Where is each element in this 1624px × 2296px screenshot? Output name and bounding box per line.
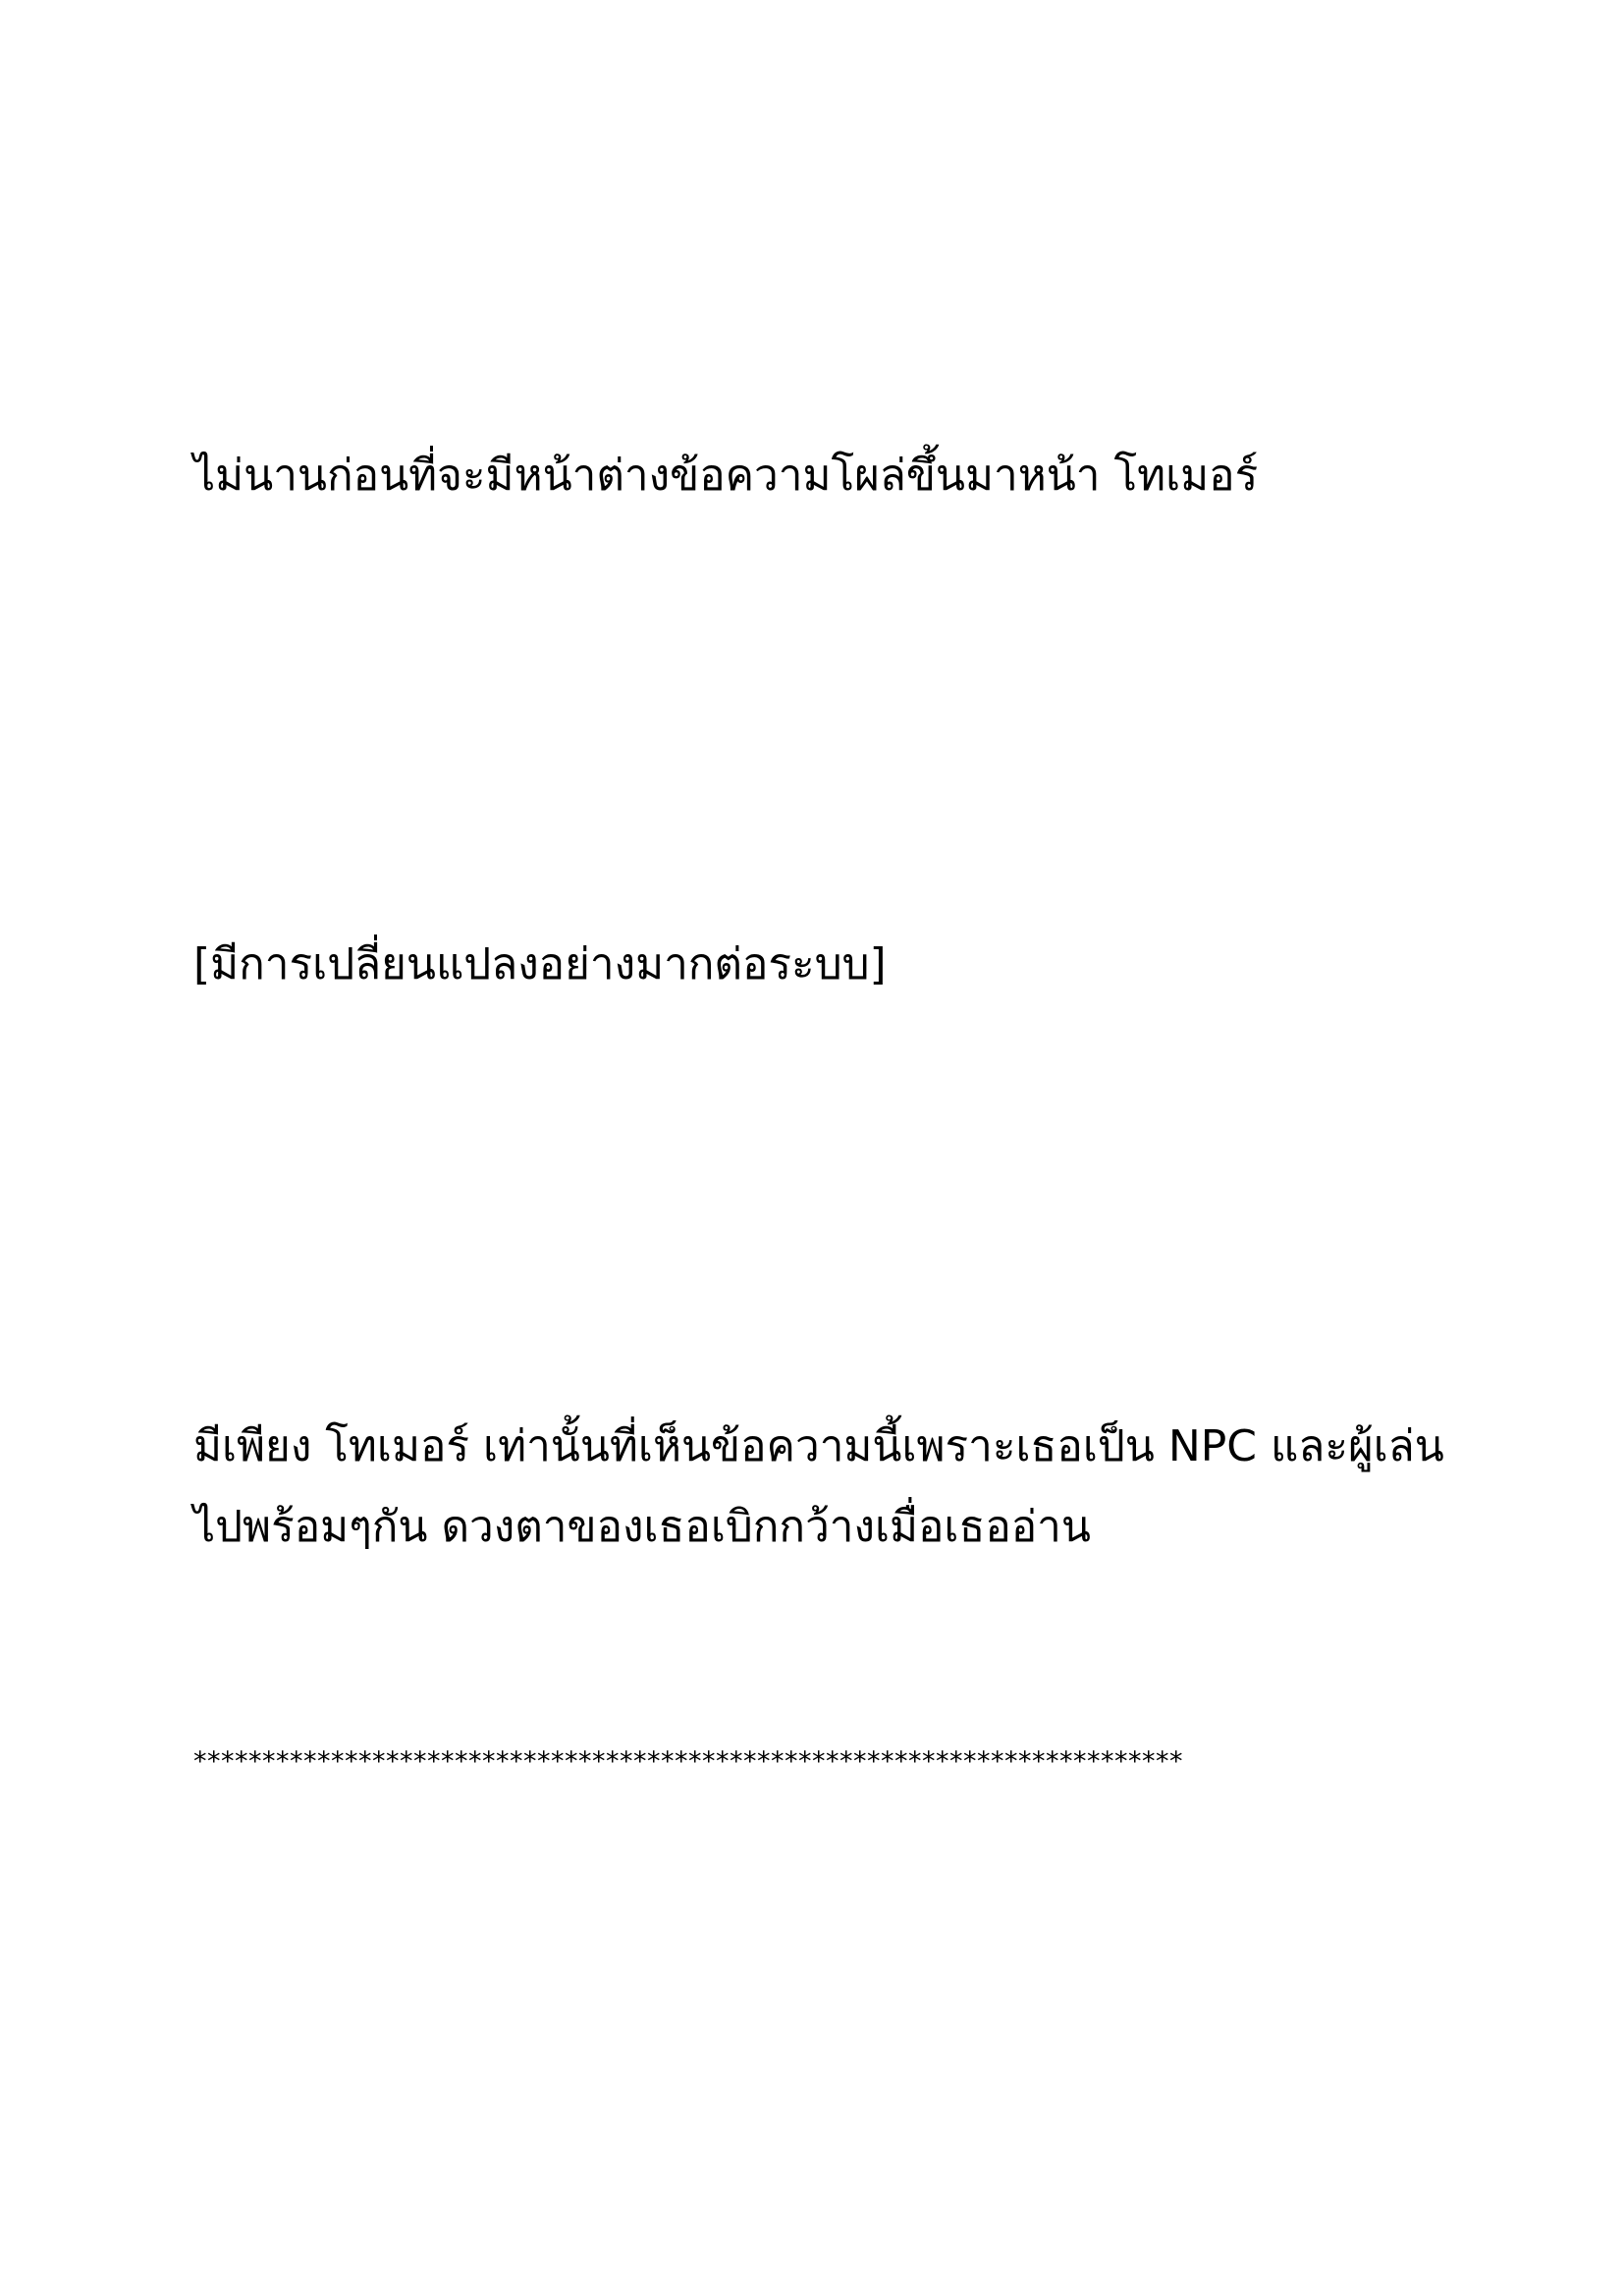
paragraph-only-tomer-line-2: ไปพร้อมๆกัน ดวงตาของเธอเบิกกว้างเมื่อเธออ่าน [193, 1502, 1091, 1552]
paragraph-only-tomer-line-1: มีเพียง โทเมอร์ เท่านั้นที่เห็นข้อความนี้เพราะเธอเป็น NPC และผู้เล่น [193, 1421, 1444, 1471]
section-separator: ************************************************************************ [193, 1746, 1183, 1777]
paragraph-system-message: [มีการเปลี่ยนแปลงอย่างมากต่อระบบ] [193, 939, 887, 989]
paragraph-system-window-intro: ไม่นานก่อนที่จะมีหน้าต่างข้อความโผล่ขึ้นมาหน้า โทเมอร์ [193, 451, 1259, 501]
